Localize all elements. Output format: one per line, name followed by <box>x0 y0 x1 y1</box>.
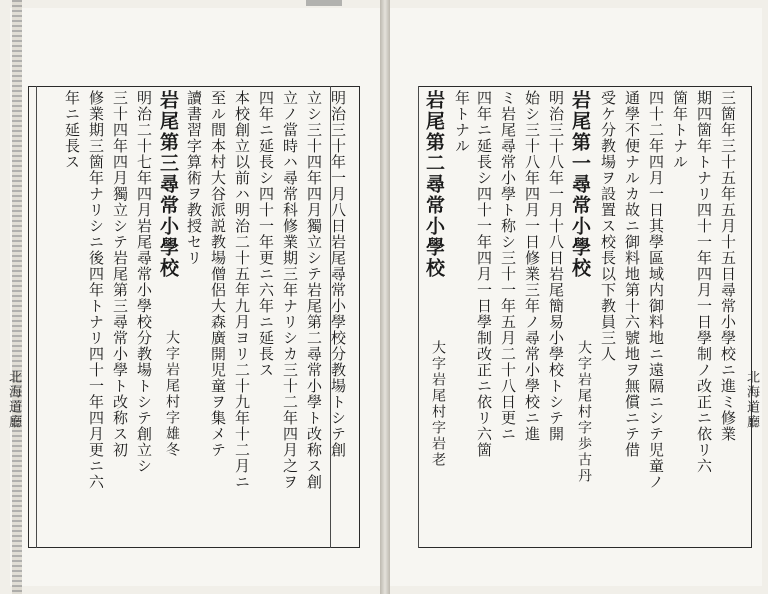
left-col-13: 年ニ延長ス <box>63 90 81 170</box>
right-col-13: 年トナル <box>453 90 471 154</box>
top-ink-mark <box>306 0 342 6</box>
section-heading-school-2: 岩尾第二尋常小學校 <box>423 90 445 279</box>
column-rule <box>418 86 419 548</box>
right-col-12: 四年ニ延長シ四十一年四月一日學制改正ニ依リ六箇 <box>475 90 493 458</box>
left-col-12: 修業期三箇年ナリシニ後四年トナリ四十一年四月更ニ六 <box>87 90 105 490</box>
page-edge-shadow <box>12 0 22 594</box>
left-col-11: 三十四年四月獨立シテ岩尾第三尋常小學ト改称ス初 <box>111 90 129 458</box>
school-2-location: 大字岩尾村字岩老 <box>430 340 446 468</box>
section-heading-school-1: 岩尾第一尋常小學校 <box>569 90 591 279</box>
left-col-10: 明治二十七年四月岩尾尋常小學校分教場トシテ創立シ <box>135 90 153 474</box>
right-col-2: 期四箇年トナリ四十一年四月一日學制ノ改正ニ依リ六 <box>695 90 713 474</box>
school-3-location: 大字岩尾村字雄冬 <box>164 330 180 458</box>
right-col-9: 明治三十八年一月十八日岩尾簡易小學校トシテ開 <box>547 90 565 442</box>
right-col-3: 箇年トナル <box>671 90 689 170</box>
right-col-6: 受ケ分教場ヲ設置ス校長以下教員三人 <box>599 90 617 362</box>
left-col-5: 本校創立以前ハ明治二十五年九月ヨリ二十九年十二月ニ <box>233 90 251 490</box>
left-col-2: 立シ三十四年四月獨立シテ岩尾第二尋常小學ト改称ス創 <box>305 90 323 490</box>
school-1-location: 大字岩尾村字歩古丹 <box>576 340 592 484</box>
left-col-6: 至ル間本村大谷派説教場僧侶大森廣開児童ヲ集メテ <box>209 90 227 458</box>
book-spine <box>380 0 390 594</box>
right-col-1: 三箇年三十五年五月十五日尋常小學校ニ進ミ修業 <box>719 90 737 442</box>
right-col-4: 四十二年四月一日其學區域内御料地ニ遠隔ニシテ児童ノ <box>647 90 665 490</box>
left-page-header: 北海道廳 <box>6 370 21 430</box>
left-col-3: 立ノ當時ハ尋常科修業期三年ナリシカ三十二年四月之ヲ <box>281 90 299 490</box>
right-col-10: 始シ三十八年四月一日修業三年ノ尋常小學校ニ進 <box>523 90 541 442</box>
left-col-7: 讀書習字算術ヲ教授セリ <box>185 90 203 266</box>
right-page-header: 北海道廳 <box>744 370 759 430</box>
section-heading-school-3: 岩尾第三尋常小學校 <box>157 90 179 279</box>
right-col-5: 通學不便ナルカ故ニ御料地第十六號地ヲ無償ニテ借 <box>623 90 641 458</box>
left-col-4: 四年ニ延長シ四十一年更ニ六年ニ延長ス <box>257 90 275 378</box>
right-col-11: ミ岩尾尋常小學ト称シ三十一年五月二十八日更ニ <box>499 90 517 442</box>
left-col-1: 明治三十年一月八日岩尾尋常小學校分教場トシテ創 <box>329 90 347 458</box>
column-rule <box>36 86 37 548</box>
